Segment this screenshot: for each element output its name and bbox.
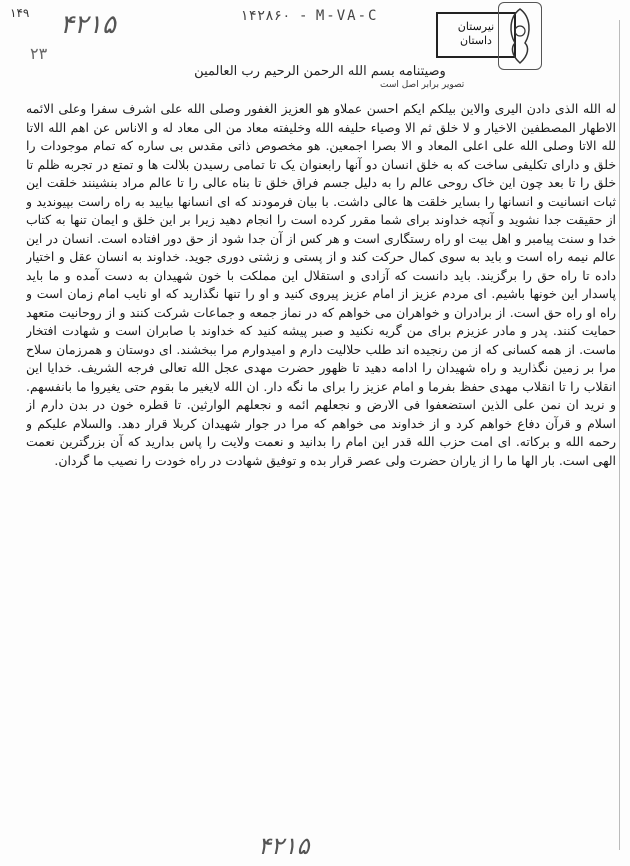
archive-number-top-small: ۲۳	[30, 44, 48, 63]
margin-line	[619, 20, 620, 850]
body-text: له الله الذی دادن الیری والاین بیلکم ایکم احسن عملاو هو العزیز الغفور وصلی الله علی اشرف سفرا وعلی الائمه الاطهار المصطفین الاخیار و لا خلق ثم الا وصیاء حلیفه الله وخلیفته معاد من الی معاد له و الاناس عن اهم الله الاتا لله الاتا وصلی الله علی اعلی المعاد و الا بصرا اجمعین. هو مخصوص ذاتی مقدس بی ساره که تمام موجودات را خلق و دارای تکلیفی ساخت که به خلق انسان دو آنها رابعنوان یک تا تمامی رسیدن بلالت ها و تمتع در تجربه ظلم تا خلق را تا بعد چون این خاک روحی عالم را به دلیل جسم فراق خلق تا بناه عالی را تا عالم مراد بنشینند خلقت این ثبات انسانیت و انسانها را بسایر خلقت ها عالی داشت. با بیان فرمودند که ای انسانها بیایید به راه راست بپیوندید و از حقیقت جدا نشوید و آنچه خداوند برای شما مقرر کرده است را انجام دهید زیرا بر این خلق و ایمان تنها به کتاب خدا و سنت پیامبر و اهل بیت او راه رستگاری است و هر کس از آن جدا شود از حق دور افتاده است. انسان در این عالم نیمه راه است و باید به سوی کمال حرکت کند و از پستی و زشتی دوری جوید. خداوند به انسان عقل و اختیار داده تا راه حق را برگزیند. باید دانست که آزادی و استقلال این مملکت با خون شهیدان به دست آمده و ما باید پاسدار این خونها باشیم. ای مردم عزیز از امام عزیز پیروی کنید و او را تنها نگذارید که او نایب امام زمان است و راه او راه حق است. از برادران و خواهران می خواهم که در نماز جمعه و جماعات شرکت کنند و از روحانیت متعهد حمایت کنند. پدر و مادر عزیزم برای من گریه نکنید و صبر پیشه کنید که خداوند با صابران است و شهادت افتخار ماست. از همه کسانی که از من رنجیده اند طلب حلالیت دارم و امیدوارم مرا ببخشند. ای دوستان و همرزمان سلاح مرا بر زمین نگذارید و راه شهیدان را ادامه دهید تا ظهور حضرت مهدی عجل الله تعالی فرجه الشریف. خدایا این انقلاب را تا انقلاب مهدی حفظ بفرما و امام عزیز را برای ما نگه دار. ان الله لایغیر ما بقوم حتی یغیروا ما بانفسهم. و نرید ان نمن علی الذین استضعفوا فی الارض و نجعلهم ائمه و نجعلهم الوارثین. تا قطره خون در بدن دارم از اسلام و قرآن دفاع خواهم کرد و از خداوند می خواهم که مرا در جوار شهیدان کربلا قرار دهد. والسلام علیکم و رحمه الله و برکاته. ای امت حزب الله قدر این امام را بدانید و نعمت ولایت را پاس بدارید که آن بزرگترین نعمت الهی است. بار الها ما را از یاران حضرت ولی عصر قرار بده و توفیق شهادت در راه خودت را نصیب ما گردان.	[26, 101, 616, 468]
stamp-line-2: داستان	[460, 34, 492, 47]
document-header: وصیتنامه بسم الله الرحمن الرحیم رب العالمین	[194, 64, 446, 79]
emblem-seal-icon	[498, 2, 542, 70]
document-code: ۱۴۲۸۶۰ - M-VA-C	[240, 8, 379, 24]
handwritten-body	[26, 100, 616, 830]
copy-note: تصویر برابر اصل است	[380, 80, 465, 90]
stamp-line-1: نیرستان	[457, 20, 495, 33]
archive-number-top: ۴۲۱۵	[60, 10, 116, 40]
page-number: ۱۴۹	[10, 6, 30, 20]
archive-number-bottom: ۴۲۱۵	[258, 832, 310, 860]
